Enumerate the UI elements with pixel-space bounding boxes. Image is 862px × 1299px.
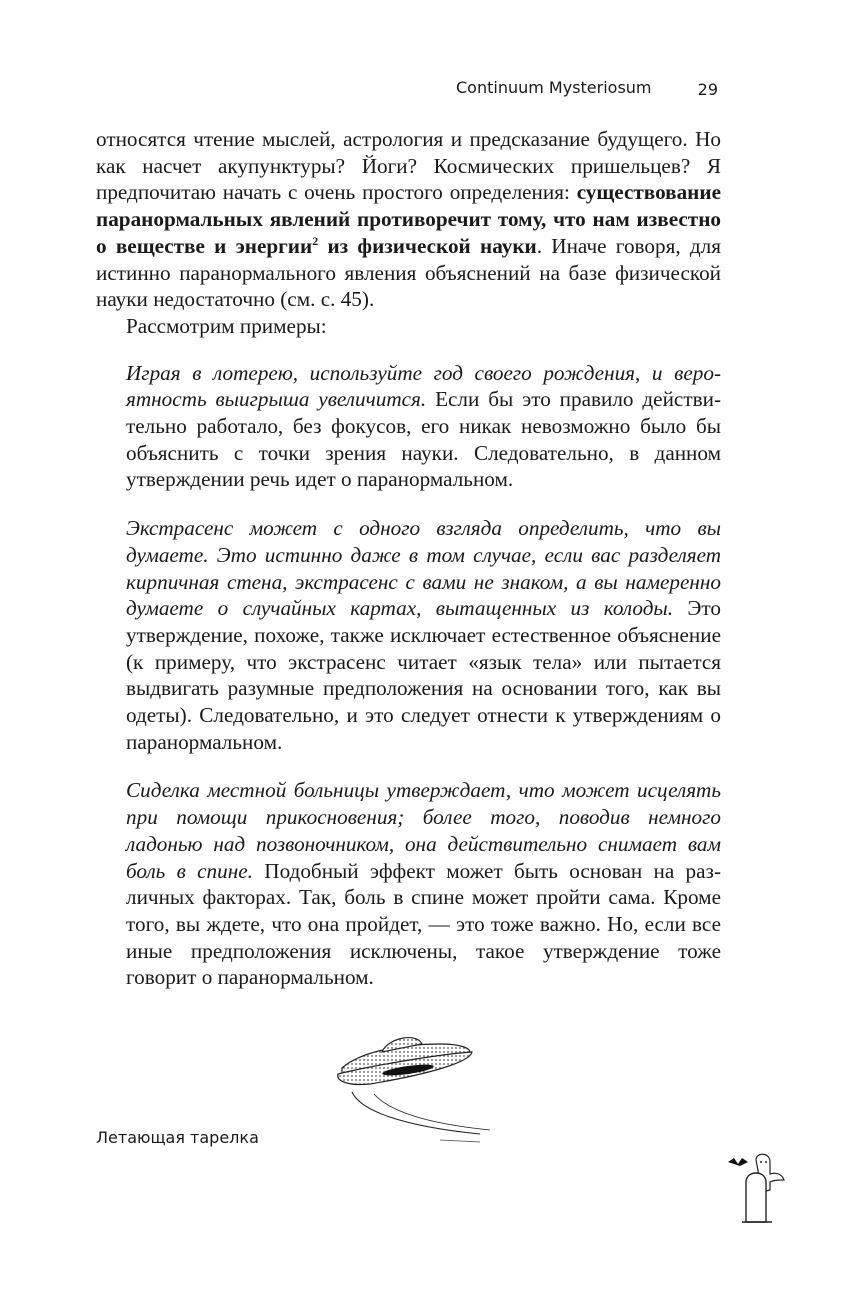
paragraph-2: Рассмотрим примеры: xyxy=(126,313,327,338)
footnote-ref: 2 xyxy=(312,233,319,248)
ghost-tombstone-icon xyxy=(726,1150,796,1230)
running-head xyxy=(456,78,718,102)
running-title: Continuum Mysteriosum xyxy=(456,78,652,97)
figure-caption: Летающая тарелка xyxy=(96,1128,259,1147)
example-nurse: Сиделка местной больницы утверждает, что может исцелять при помощи прикосновения; более того, поводив немного ладонью над позвоночником, она действительно снимает вам боль в спине. Подобный эффект может быть основан на различных факторах. Так, боль в спине может пройти сама. Кроме того, вы ждете, что она пройдет, — это тоже важно. Но, если все иные предположения исключены, такое утверждение тоже говорит о паранормальном. xyxy=(126,778,721,990)
page-number: 29 xyxy=(697,80,718,99)
example-psychic: Экстрасенс может с одного взгляда определить, что вы думаете. Это истинно даже в том случае, если вас разделяет кирпичная стена, экстрасенс с вами не знаком, а вы намеренно думаете о случайных картах, вытащенных из колоды. Это утверждение, похоже, также исключает естественное объяснение (к примеру, что экстрасенс читает «язык тела» или пытается выдвигать разумные предположения на основании того, как вы одеты). Следовательно, и это следует отнести к утверждениям о паранормальном. xyxy=(126,516,721,754)
main-text xyxy=(96,126,721,991)
definition-bold: существование паранормальных явлений противоречит тому, что нам известно о веществе и энергии$^2$ из физической науки xyxy=(96,180,721,258)
example-lottery: Играя в лотерею, используйте год своего рождения, и вероятность выигрыша увеличится. Если бы это правило действительно работало, без фокусов, его никак невозможно было бы объяснить с точки зрения науки. Следовательно, в данном утверждении речь идет о паранормальном. xyxy=(126,360,721,492)
flying-saucer-icon xyxy=(330,1030,500,1150)
paragraph-1: относятся чтение мыслей, астрология и предсказание будущего. Но как насчет акупунктуры? Йоги? Космических пришельцев? Я предпочитаю начать с очень простого определения: существование паранормальных явлений противоречит тому, что нам известно о веществе и энергии$^2$ из физической науки. Иначе говоря, для истинно паранормального явления объяснений на базе физической науки недостаточно (см. с. 45). xyxy=(96,127,721,312)
